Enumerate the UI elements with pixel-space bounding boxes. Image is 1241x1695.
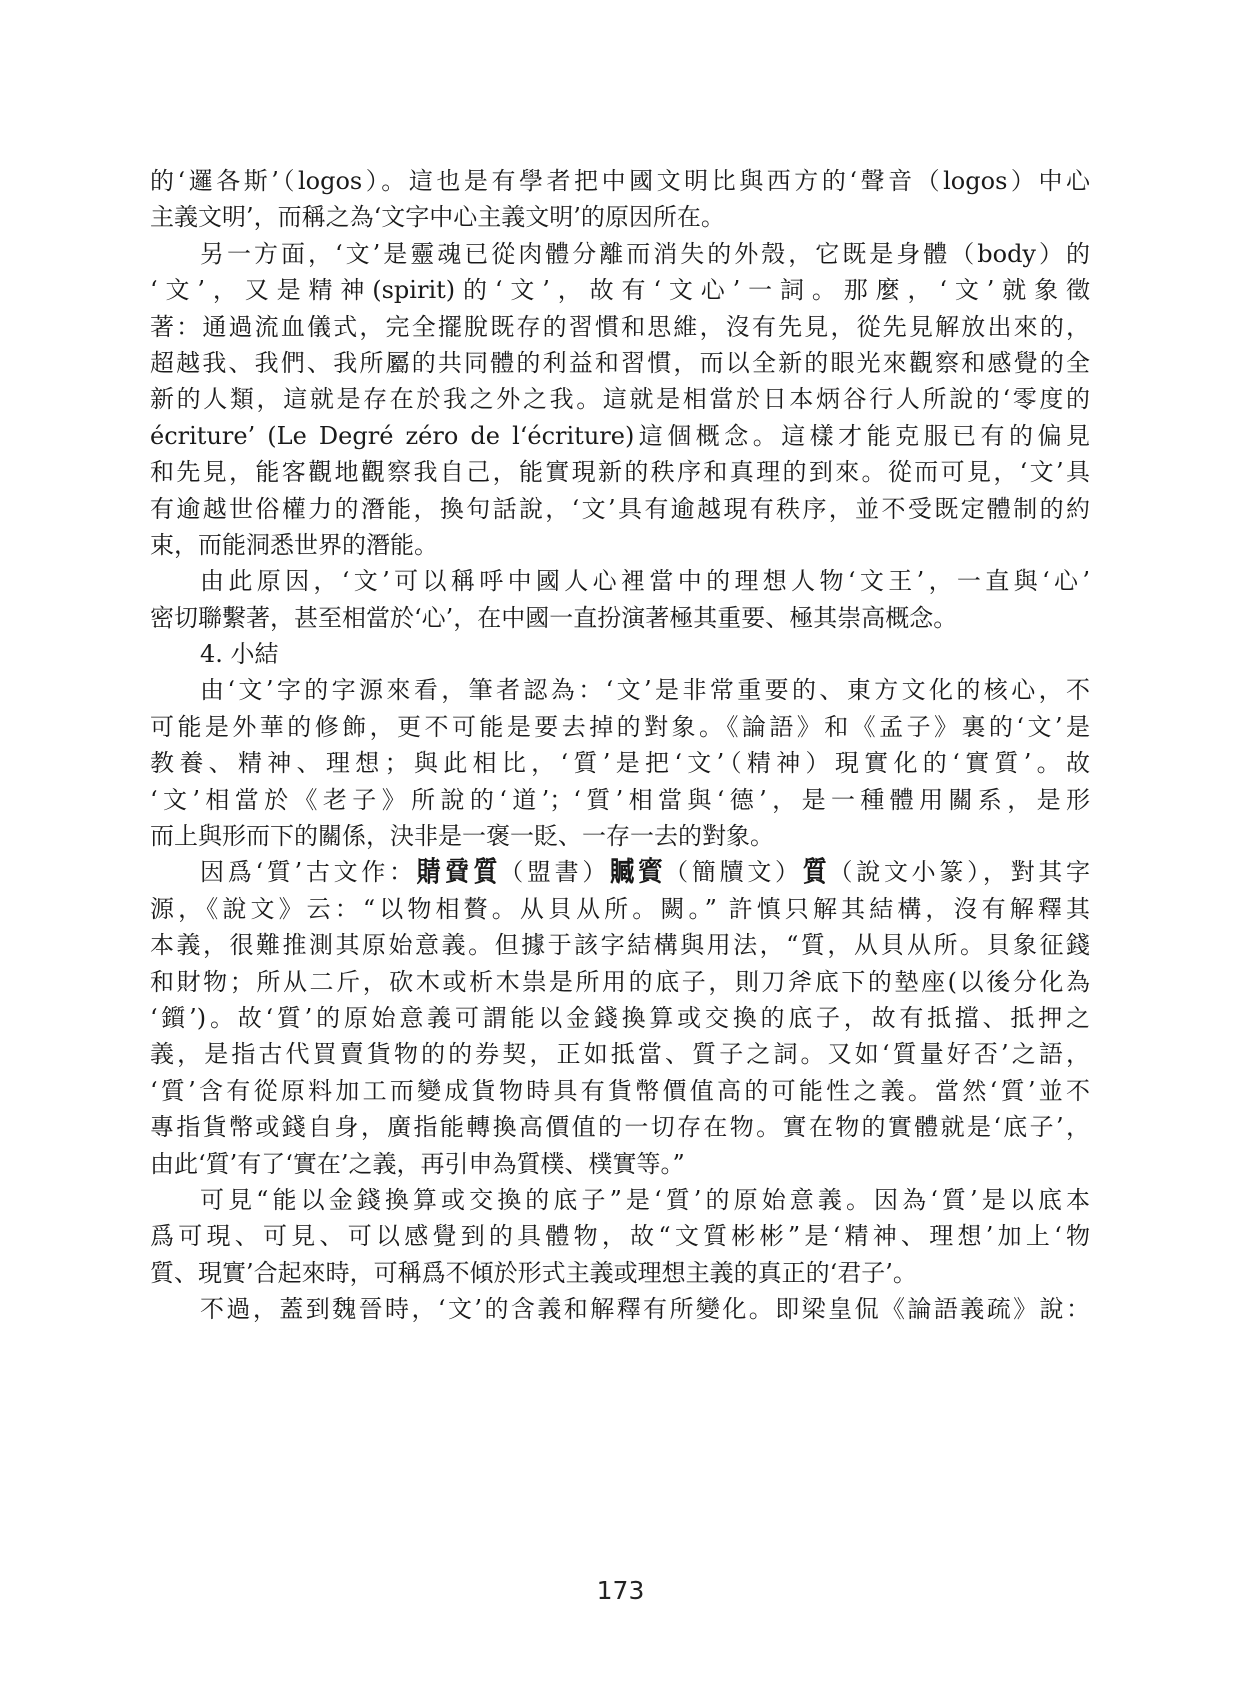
text-line: ‘質’含有從原料加工而變成貨物時具有貨幣價值高的可能性之義。當然‘質’並不 bbox=[150, 1076, 1090, 1105]
seal-line-prefix: 因爲‘質’古文作： bbox=[200, 858, 417, 887]
seal-script-line bbox=[150, 854, 1090, 890]
text-line: 教養、精神、理想；與此相比，‘質’是把‘文’（精神）現實化的‘實質’。故 bbox=[150, 749, 1090, 778]
text-line: 義，是指古代買賣貨物的的券契，正如抵當、質子之詞。又如‘質量好否’之語， bbox=[150, 1040, 1090, 1069]
text-line: 源，《說文》云：“以物相贅。从貝从所。闕。” 許慎只解其結構，沒有解釋其 bbox=[150, 894, 1090, 923]
text-line: 可見“能以金錢換算或交換的底子”是‘質’的原始意義。因為‘質’是以底本 bbox=[200, 1185, 1090, 1214]
text-line: 和財物；所从二斤，砍木或析木祟是所用的底子，則刀斧底下的墊座(以後分化為 bbox=[150, 967, 1090, 996]
mengshu-glyphs: 䝼 𧶜 質 bbox=[416, 855, 496, 889]
text-line: écriture’ (Le Degré zéro de l‘écriture)這個概念。這樣才能克服已有的偏見 bbox=[150, 421, 1090, 450]
paragraph-lines bbox=[150, 163, 1090, 1328]
text-line: 和先見，能客觀地觀察我自己，能實現新的秩序和真理的到來。從而可見，‘文’具 bbox=[150, 458, 1090, 487]
jiandu-glyphs: 𧷢 𧶡 bbox=[610, 855, 661, 889]
text-line: 可能是外華的修飾，更不可能是要去掉的對象。《論語》和《孟子》裏的‘文’是 bbox=[150, 712, 1090, 741]
text-line: 由‘文’字的字源來看，筆者認為：‘文’是非常重要的、東方文化的核心，不 bbox=[200, 676, 1090, 705]
body-text bbox=[150, 163, 1090, 1328]
text-line: 由此‘質’有了‘實在’之義，再引申為質樸、樸實等。” bbox=[150, 1149, 685, 1178]
text-line: 專指貨幣或錢自身，廣指能轉換高價值的一切存在物。實在物的實體就是‘底子’， bbox=[150, 1113, 1090, 1142]
text-line: 另一方面，‘文’是靈魂已從肉體分離而消失的外殼，它既是身體（body）的 bbox=[200, 239, 1090, 268]
text-line: ‘文’相當於《老子》所說的‘道’；‘質’相當與‘德’，是一種體用關系，是形 bbox=[150, 785, 1090, 814]
mengshu-label: （盟書） bbox=[495, 858, 611, 887]
text-line: 質、現實’合起來時，可稱爲不傾於形式主義或理想主義的真正的‘君子’。 bbox=[150, 1258, 917, 1287]
text-line: 主義文明’，而稱之為‘文字中心主義文明’的原因所在。 bbox=[150, 203, 725, 232]
text-line: 由此原因，‘文’可以稱呼中國人心裡當中的理想人物‘文王’，一直與‘心’ bbox=[200, 567, 1090, 596]
text-line: 的‘邏各斯’（logos）。這也是有學者把中國文明比與西方的‘聲音（logos）中心 bbox=[150, 167, 1090, 195]
text-line: 束，而能洞悉世界的潛能。 bbox=[150, 530, 438, 559]
text-line: 爲可現、可見、可以感覺到的具體物，故“文質彬彬”是‘精神、理想’加上‘物 bbox=[150, 1222, 1090, 1251]
text-line: 4. 小結 bbox=[200, 640, 279, 669]
text-line: 著：通過流血儀式，完全擺脫既存的習慣和思維，沒有先見，從先見解放出來的， bbox=[150, 312, 1090, 341]
text-line: 密切聯繫著，甚至相當於‘心’，在中國一直扮演著極其重要、極其崇高概念。 bbox=[150, 603, 958, 632]
text-line: ‘鑕’)。故‘質’的原始意義可謂能以金錢換算或交換的底子，故有抵擋、抵押之 bbox=[150, 1003, 1090, 1032]
jiandu-label: （簡牘文） bbox=[660, 858, 803, 887]
seal-line-suffix: （說文小篆），對其字 bbox=[824, 858, 1091, 887]
text-line: 超越我、我們、我所屬的共同體的利益和習慣，而以全新的眼光來觀察和感覺的全 bbox=[150, 348, 1090, 377]
page-number: 173 bbox=[596, 1576, 645, 1605]
text-line: 而上與形而下的關係，決非是一褒一貶、一存一去的對象。 bbox=[150, 822, 774, 851]
text-line: 本義，很難推測其原始意義。但據于該字結構與用法，“質，从貝从所。貝象征錢 bbox=[150, 931, 1090, 960]
text-line: 新的人類，這就是存在於我之外之我。這就是相當於日本炳谷行人所說的‘零度的 bbox=[150, 385, 1090, 414]
shuowen-glyph: 質 bbox=[802, 855, 825, 889]
text-line: 不過，蓋到魏晉時，‘文’的含義和解釋有所變化。即梁皇侃《論語義疏》說： bbox=[200, 1295, 1090, 1324]
text-line: 有逾越世俗權力的潛能，換句話說，‘文’具有逾越現有秩序，並不受既定體制的約 bbox=[150, 494, 1090, 523]
text-line: ‘文’，又是精神(spirit)的‘文’，故有‘文心’一詞。那麼，‘文’就象徵 bbox=[150, 276, 1090, 305]
